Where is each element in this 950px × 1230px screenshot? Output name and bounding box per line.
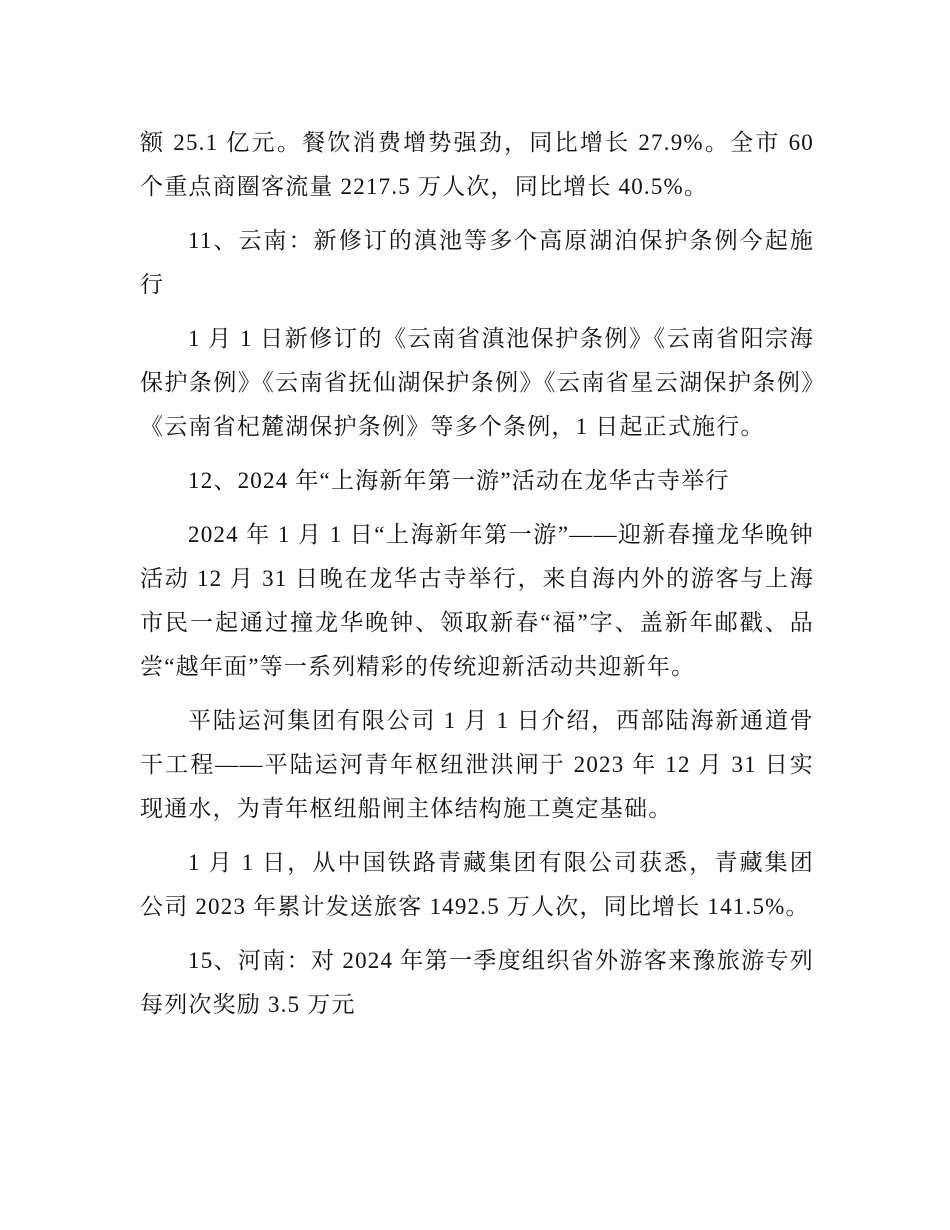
document-page <box>140 121 814 1037</box>
heading-shanghai-new-year-tour: 12、2024 年“上海新年第一游”活动在龙华古寺举行 <box>188 468 730 493</box>
paragraph-longhua-bell-event: 2024 年 1 月 1 日“上海新年第一游”——迎新春撞龙华晚钟活动 12 月 31 日晚在龙华古寺举行，来自海内外的游客与上海市民一起通过撞龙华晚钟、领取新春“福”字、盖新年邮戳、品尝“越年面”等一系列精彩的传统迎新活动共迎新年。 <box>140 522 814 679</box>
paragraph-consumption-stats: 额 25.1 亿元。餐饮消费增势强劲，同比增长 27.9%。全市 60 个重点商圈客流量 2217.5 万人次，同比增长 40.5%。 <box>140 130 814 199</box>
paragraph-pinglu-canal: 平陆运河集团有限公司 1 月 1 日介绍，西部陆海新通道骨干工程——平陆运河青年枢纽泄洪闸于 2023 年 12 月 31 日实现通水，为青年枢纽船闸主体结构施工奠定基础。 <box>140 708 814 821</box>
heading-henan-tourism-reward: 15、河南：对 2024 年第一季度组织省外游客来豫旅游专列每列次奖励 3.5 万元 <box>140 948 814 1017</box>
heading-yunnan-lake-regulations: 11、云南：新修订的滇池等多个高原湖泊保护条例今起施行 <box>140 228 814 297</box>
paragraph-yunnan-regulations: 1 月 1 日新修订的《云南省滇池保护条例》《云南省阳宗海保护条例》《云南省抚仙湖保护条例》《云南省星云湖保护条例》《云南省杞麓湖保护条例》等多个条例，1 日起正式施行。 <box>140 326 814 439</box>
paragraph-qingzang-railway: 1 月 1 日，从中国铁路青藏集团有限公司获悉，青藏集团公司 2023 年累计发送旅客 1492.5 万人次，同比增长 141.5%。 <box>140 850 814 919</box>
